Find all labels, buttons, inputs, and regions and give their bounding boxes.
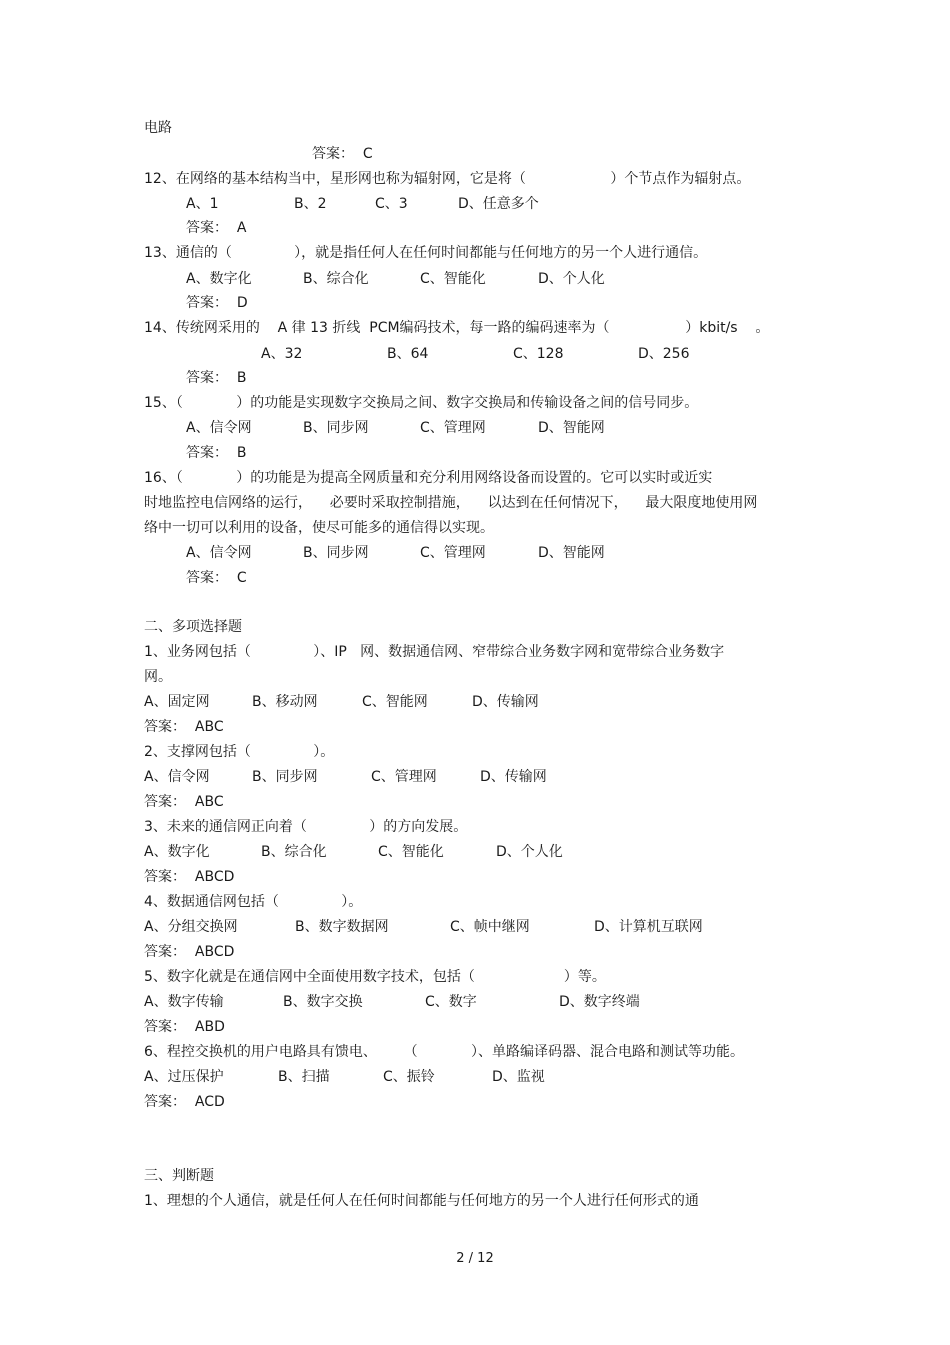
q15-option-a: A、信令网 xyxy=(186,420,252,436)
q13-option-b: B、综合化 xyxy=(303,271,369,287)
mc-question-3: 3、未来的通信网正向着（ ）的方向发展。 xyxy=(144,819,468,835)
mc1-option-a: A、固定网 xyxy=(144,694,210,710)
question-13: 13、通信的（ ），就是指任何人在任何时间都能与任何地方的另一个人进行通信。 xyxy=(144,245,708,261)
mc3-option-d: D、个人化 xyxy=(496,844,563,860)
mc3-option-b: B、综合化 xyxy=(261,844,327,860)
mc2-option-b: B、同步网 xyxy=(252,769,318,785)
mc-question-4: 4、数据通信网包括（ ）。 xyxy=(144,894,363,910)
mc-answer-3: 答案： ABCD xyxy=(144,869,235,885)
q14-option-d: D、256 xyxy=(638,346,690,362)
question-16-line-2: 时地监控电信网络的运行， 必要时采取控制措施， 以达到在任何情况下， 最大限度地使用网 xyxy=(144,495,758,511)
question-15: 15、（ ）的功能是实现数字交换局之间、数字交换局和传输设备之间的信号同步。 xyxy=(144,395,699,411)
mc1-option-d: D、传输网 xyxy=(472,694,539,710)
q14-option-c: C、128 xyxy=(513,346,564,362)
q16-option-b: B、同步网 xyxy=(303,545,369,561)
mc-answer-4: 答案： ABCD xyxy=(144,944,235,960)
mc6-option-b: B、扫描 xyxy=(278,1069,330,1085)
q16-option-d: D、智能网 xyxy=(538,545,605,561)
mc-answer-2: 答案： ABC xyxy=(144,794,224,810)
mc5-option-b: B、数字交换 xyxy=(283,994,363,1010)
q15-option-d: D、智能网 xyxy=(538,420,605,436)
mc5-option-c: C、数字 xyxy=(425,994,477,1010)
q12-option-c: C、3 xyxy=(375,196,408,212)
mc-answer-6: 答案： ACD xyxy=(144,1094,225,1110)
page-number: 2 / 12 xyxy=(456,1251,494,1266)
mc6-option-a: A、过压保护 xyxy=(144,1069,224,1085)
mc3-option-a: A、数字化 xyxy=(144,844,210,860)
question-12: 12、在网络的基本结构当中，星形网也称为辐射网，它是将（ ）个节点作为辐射点。 xyxy=(144,171,751,187)
mc4-option-c: C、帧中继网 xyxy=(450,919,530,935)
section-title-true-false: 三、判断题 xyxy=(144,1168,214,1184)
mc-question-6: 6、程控交换机的用户电路具有馈电、 （ ）、单路编译码器、混合电路和测试等功能。 xyxy=(144,1044,745,1060)
answer-q12: 答案： A xyxy=(186,220,247,236)
q12-option-d: D、任意多个 xyxy=(458,196,539,212)
q16-option-a: A、信令网 xyxy=(186,545,252,561)
question-16-line-3: 络中一切可以利用的设备，使尽可能多的通信得以实现。 xyxy=(144,520,494,536)
tf-question-1: 1、理想的个人通信，就是任何人在任何时间都能与任何地方的另一个人进行任何形式的通 xyxy=(144,1193,699,1209)
mc5-option-d: D、数字终端 xyxy=(559,994,640,1010)
section-title-multiple-choice: 二、多项选择题 xyxy=(144,619,242,635)
answer-q15: 答案： B xyxy=(186,445,247,461)
q14-option-a: A、32 xyxy=(261,346,303,362)
mc-question-5: 5、数字化就是在通信网中全面使用数字技术，包括（ ）等。 xyxy=(144,969,606,985)
mc6-option-d: D、监视 xyxy=(492,1069,545,1085)
answer-q16: 答案： C xyxy=(186,570,247,586)
mc4-option-b: B、数字数据网 xyxy=(295,919,389,935)
mc6-option-c: C、振铃 xyxy=(383,1069,435,1085)
mc2-option-d: D、传输网 xyxy=(480,769,547,785)
mc-question-2: 2、支撑网包括（ ）。 xyxy=(144,744,335,760)
q12-option-a: A、1 xyxy=(186,196,219,212)
q13-option-c: C、智能化 xyxy=(420,271,486,287)
question-16-line-1: 16、（ ）的功能是为提高全网质量和充分利用网络设备而设置的。它可以实时或近实 xyxy=(144,470,713,486)
mc-question-1-line-2: 网。 xyxy=(144,669,172,685)
mc2-option-c: C、管理网 xyxy=(371,769,437,785)
q15-option-b: B、同步网 xyxy=(303,420,369,436)
q16-option-c: C、管理网 xyxy=(420,545,486,561)
answer-q14: 答案： B xyxy=(186,370,247,386)
answer-q13: 答案： D xyxy=(186,295,248,311)
q13-option-d: D、个人化 xyxy=(538,271,605,287)
question-14: 14、传统网采用的 A 律 13 折线 PCM编码技术，每一路的编码速率为（ ）kbit/s 。 xyxy=(144,320,770,336)
q12-option-b: B、2 xyxy=(294,196,327,212)
mc-question-1-line-1: 1、业务网包括（ ）、IP 网、数据通信网、窄带综合业务数字网和宽带综合业务数字 xyxy=(144,644,725,660)
mc1-option-c: C、智能网 xyxy=(362,694,428,710)
mc4-option-d: D、计算机互联网 xyxy=(594,919,703,935)
mc1-option-b: B、移动网 xyxy=(252,694,318,710)
mc2-option-a: A、信令网 xyxy=(144,769,210,785)
text-fragment: 电路 xyxy=(144,120,172,136)
q13-option-a: A、数字化 xyxy=(186,271,252,287)
q14-option-b: B、64 xyxy=(387,346,429,362)
mc-answer-5: 答案： ABD xyxy=(144,1019,225,1035)
mc4-option-a: A、分组交换网 xyxy=(144,919,238,935)
mc5-option-a: A、数字传输 xyxy=(144,994,224,1010)
q15-option-c: C、管理网 xyxy=(420,420,486,436)
mc3-option-c: C、智能化 xyxy=(378,844,444,860)
mc-answer-1: 答案： ABC xyxy=(144,719,224,735)
answer-q11: 答案： C xyxy=(312,146,373,162)
